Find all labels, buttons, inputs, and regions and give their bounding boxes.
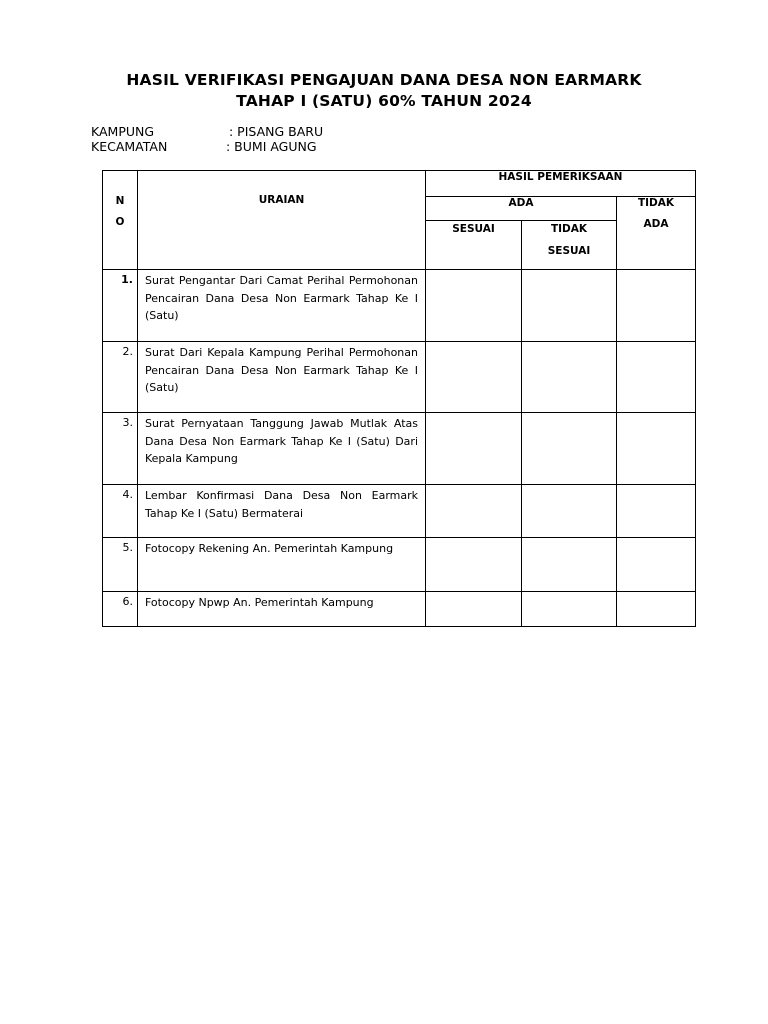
- header-tidak-sesuai: [522, 221, 617, 270]
- cell-tidak-ada: [617, 538, 696, 592]
- cell-sesuai: [426, 538, 522, 592]
- row-uraian: Fotocopy Npwp An. Pemerintah Kampung: [138, 592, 426, 627]
- header-tidak-sesuai-line-1: TIDAK: [550, 223, 588, 235]
- cell-tidak-ada: [617, 270, 696, 342]
- cell-sesuai: [426, 270, 522, 342]
- cell-tidak-sesuai: [522, 270, 617, 342]
- header-tidak-ada-line-2: ADA: [643, 218, 669, 230]
- row-number: 3.: [103, 413, 138, 485]
- cell-tidak-ada: [617, 485, 696, 538]
- row-number: 6.: [103, 592, 138, 627]
- document-title: [0, 70, 768, 112]
- cell-tidak-sesuai: [522, 485, 617, 538]
- table-row: [103, 270, 696, 342]
- header-tidak-sesuai-line-2: SESUAI: [547, 245, 591, 257]
- kecamatan-label: KECAMATAN: [91, 139, 168, 154]
- header-tidak-ada: [617, 197, 696, 270]
- cell-sesuai: [426, 413, 522, 485]
- verification-table: [102, 170, 696, 627]
- kecamatan-value: : BUMI AGUNG: [226, 139, 317, 154]
- cell-tidak-ada: [617, 413, 696, 485]
- cell-tidak-sesuai: [522, 538, 617, 592]
- table-row: [103, 485, 696, 538]
- kampung-label: KAMPUNG: [91, 124, 155, 139]
- header-hasil-label: HASIL PEMERIKSAAN: [498, 171, 623, 183]
- row-number: 5.: [103, 538, 138, 592]
- row-uraian: Fotocopy Rekening An. Pemerintah Kampung: [138, 538, 426, 592]
- row-uraian: Surat Pengantar Dari Camat Perihal Permohonan Pencairan Dana Desa Non Earmark Tahap Ke I (Satu): [138, 270, 426, 342]
- cell-tidak-sesuai: [522, 342, 617, 413]
- header-uraian-label: URAIAN: [258, 194, 305, 206]
- row-uraian: Surat Dari Kepala Kampung Perihal Permohonan Pencairan Dana Desa Non Earmark Tahap Ke I (Satu): [138, 342, 426, 413]
- title-line-1: HASIL VERIFIKASI PENGAJUAN DANA DESA NON EARMARK: [126, 71, 642, 89]
- header-ada-label: ADA: [508, 197, 534, 209]
- cell-sesuai: [426, 592, 522, 627]
- cell-sesuai: [426, 485, 522, 538]
- header-tidak-ada-line-1: TIDAK: [637, 197, 675, 209]
- cell-tidak-ada: [617, 342, 696, 413]
- row-number: 2.: [103, 342, 138, 413]
- cell-tidak-sesuai: [522, 413, 617, 485]
- table-row: [103, 592, 696, 627]
- table-row: [103, 538, 696, 592]
- header-no-line-2: O: [115, 216, 125, 228]
- header-sesuai: [426, 221, 522, 270]
- row-uraian: Surat Pernyataan Tanggung Jawab Mutlak Atas Dana Desa Non Earmark Tahap Ke I (Satu) Dari Kepala Kampung: [138, 413, 426, 485]
- header-no-line-1: N: [115, 195, 125, 207]
- header-ada: [426, 197, 617, 221]
- header-uraian: [138, 171, 426, 270]
- header-sesuai-label: SESUAI: [452, 223, 495, 235]
- kampung-value: : PISANG BARU: [229, 124, 324, 139]
- header-hasil-pemeriksaan: [426, 171, 696, 197]
- row-number: 4.: [103, 485, 138, 538]
- title-line-2: TAHAP I (SATU) 60% TAHUN 2024: [236, 92, 532, 110]
- row-number: 1.: [103, 270, 138, 342]
- table-row: [103, 342, 696, 413]
- table-row: [103, 413, 696, 485]
- cell-tidak-ada: [617, 592, 696, 627]
- cell-sesuai: [426, 342, 522, 413]
- row-uraian: Lembar Konfirmasi Dana Desa Non Earmark Tahap Ke I (Satu) Bermaterai: [138, 485, 426, 538]
- cell-tidak-sesuai: [522, 592, 617, 627]
- header-no: [103, 171, 138, 270]
